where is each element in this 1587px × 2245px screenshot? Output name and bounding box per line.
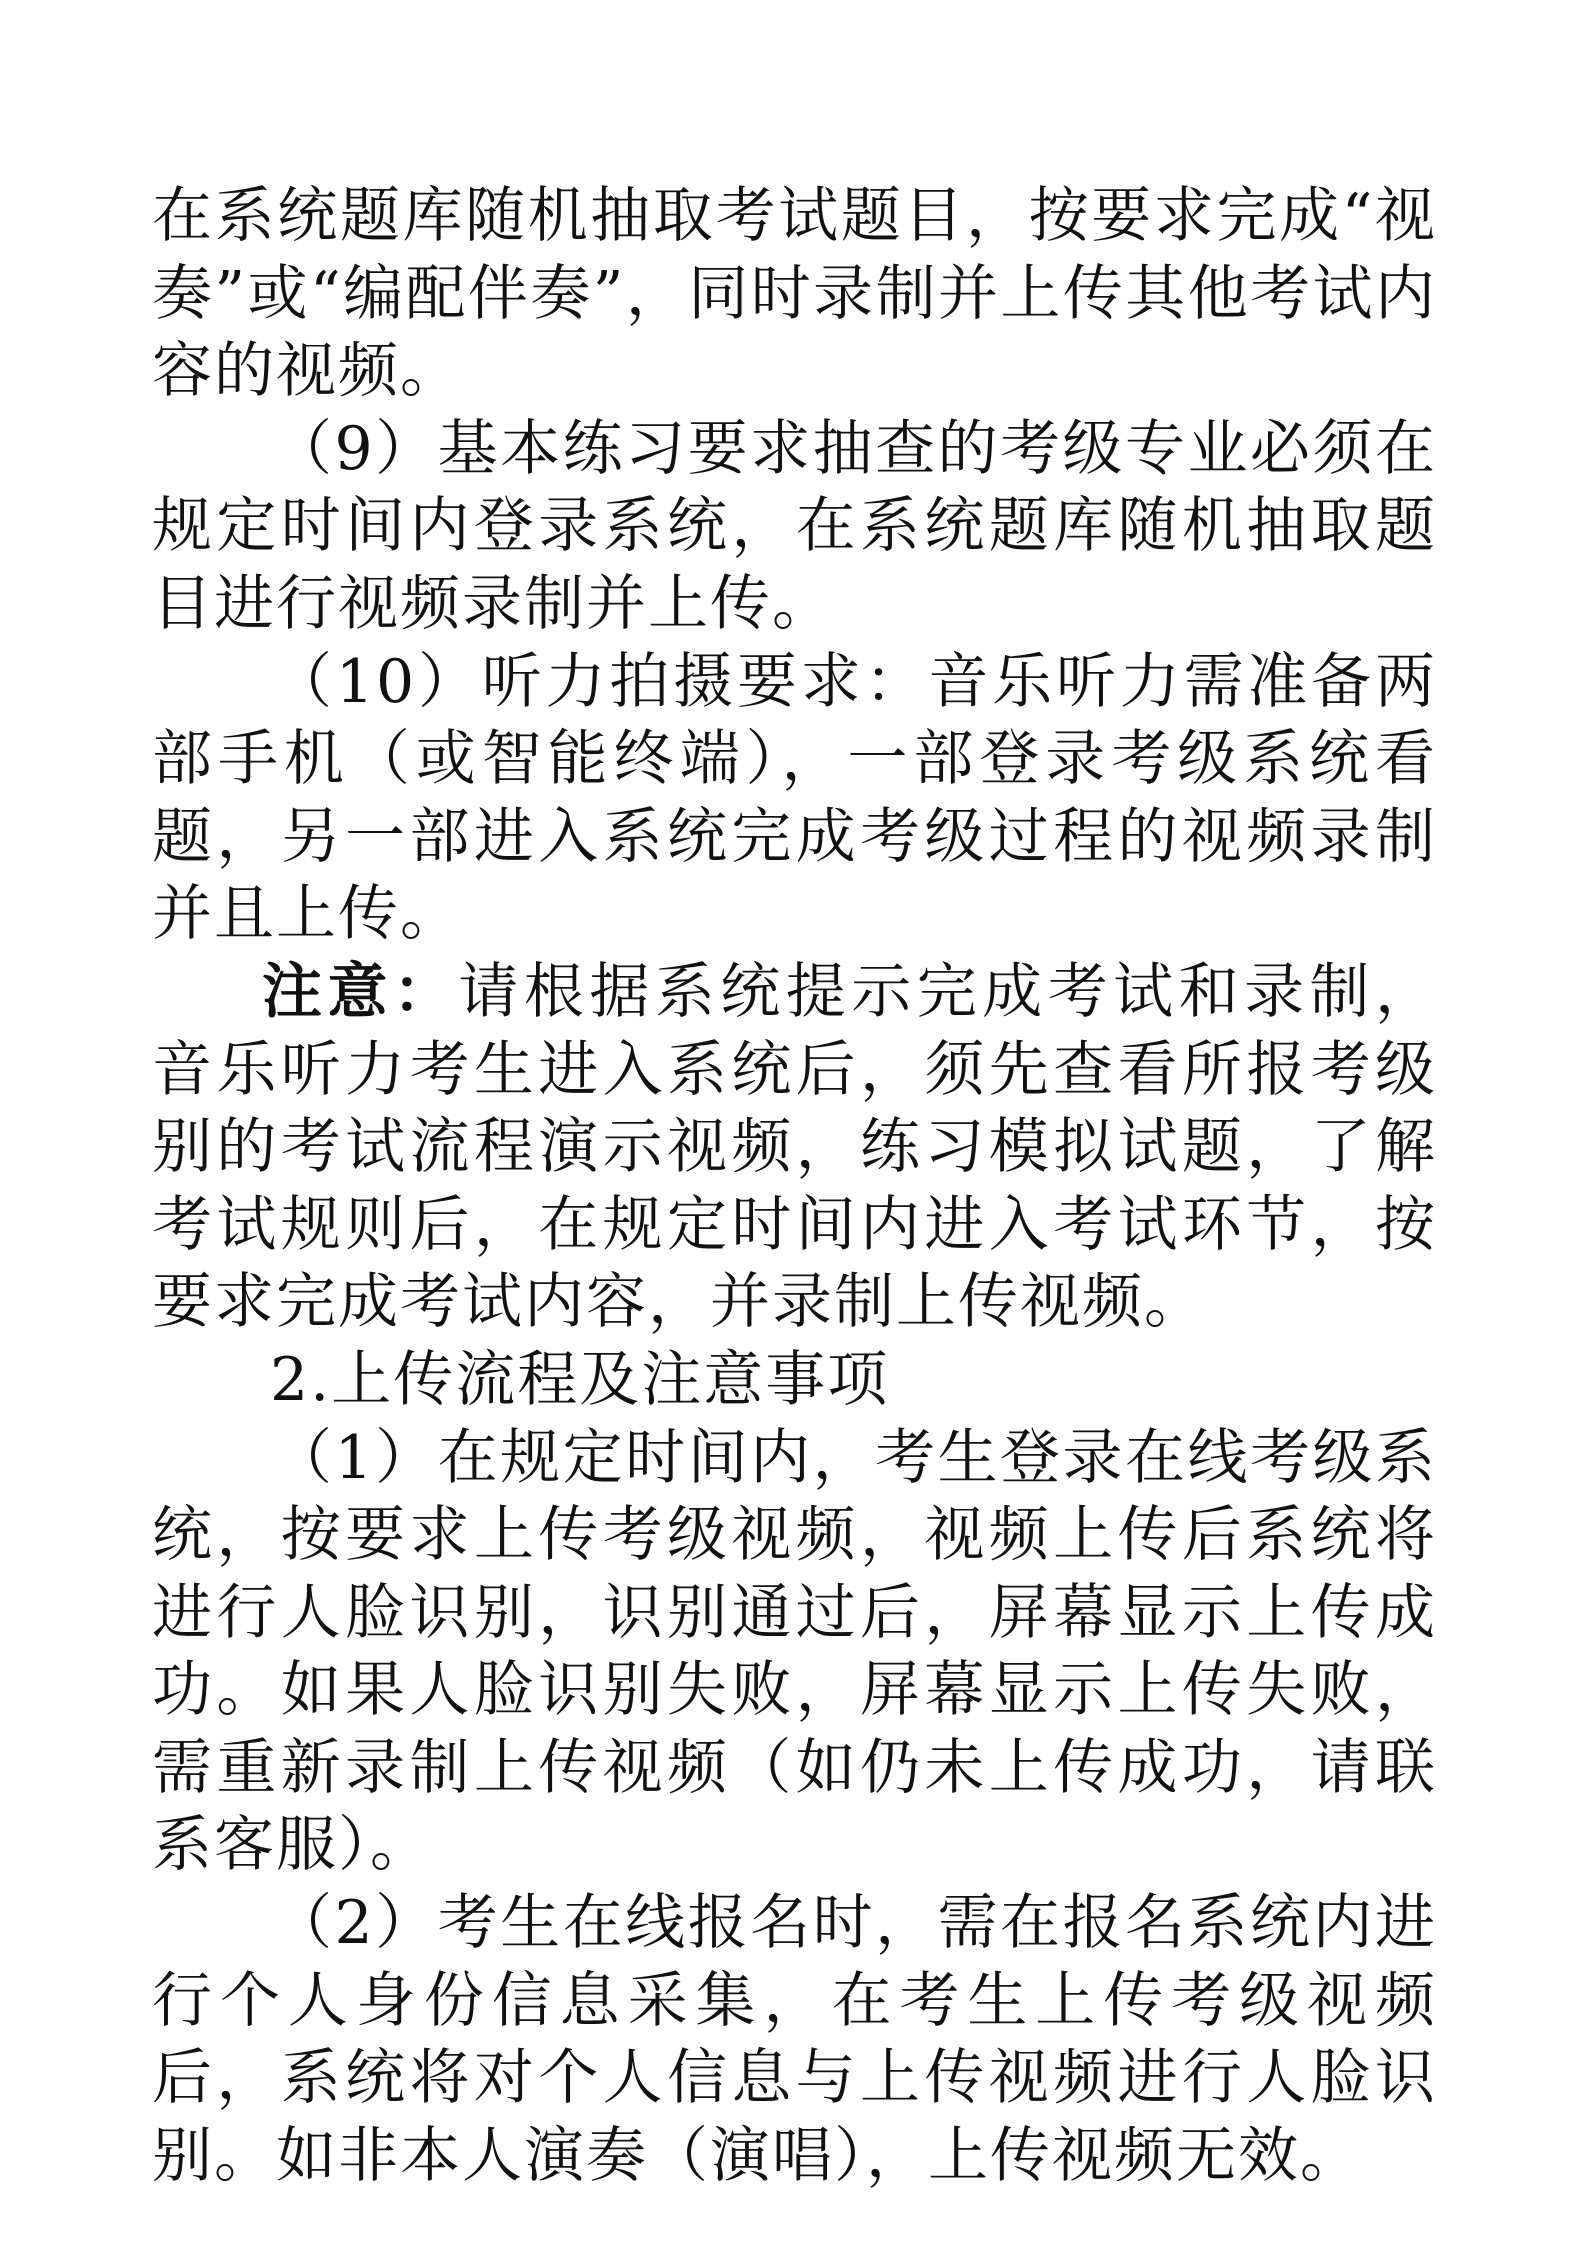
note-text: 请根据系统提示完成考试和录制，音乐听力考生进入系统后，须先查看所报考级别的考试流程演示视频，练习模拟试题，了解考试规则后，在规定时间内进入考试环节，按要求完成考试内容，并录制上传视频。 [152, 956, 1438, 1338]
paragraph-item-9: （9）基本练习要求抽查的考级专业必须在规定时间内登录系统，在系统题库随机抽取题目进行视频录制并上传。 [152, 413, 1437, 639]
paragraph-continuation: 在系统题库随机抽取考试题目，按要求完成“视奏”或“编配伴奏”，同时录制并上传其他考试内容的视频。 [152, 181, 1437, 407]
paragraph-note [152, 954, 1437, 1342]
section-heading: 2.上传流程及注意事项 [270, 1344, 890, 1415]
document-page [152, 178, 1437, 2195]
note-label: 注意： [262, 956, 459, 1027]
paragraph-item-10: （10）听力拍摄要求：音乐听力需准备两部手机（或智能终端），一部登录考级系统看题，另一部进入系统完成考级过程的视频录制并且上传。 [152, 646, 1437, 950]
paragraph-item-2: （2）考生在线报名时，需在报名系统内进行个人身份信息采集，在考生上传考级视频后，系统将对个人信息与上传视频进行人脸识别。如非本人演奏（演唱），上传视频无效。 [152, 1888, 1437, 2191]
paragraph-item-1: （1）在规定时间内，考生登录在线考级系统，按要求上传考级视频，视频上传后系统将进行人脸识别，识别通过后，屏幕显示上传成功。如果人脸识别失败，屏幕显示上传失败，需重新录制上传视频（如仍未上传成功，请联系客服）。 [152, 1422, 1437, 1881]
